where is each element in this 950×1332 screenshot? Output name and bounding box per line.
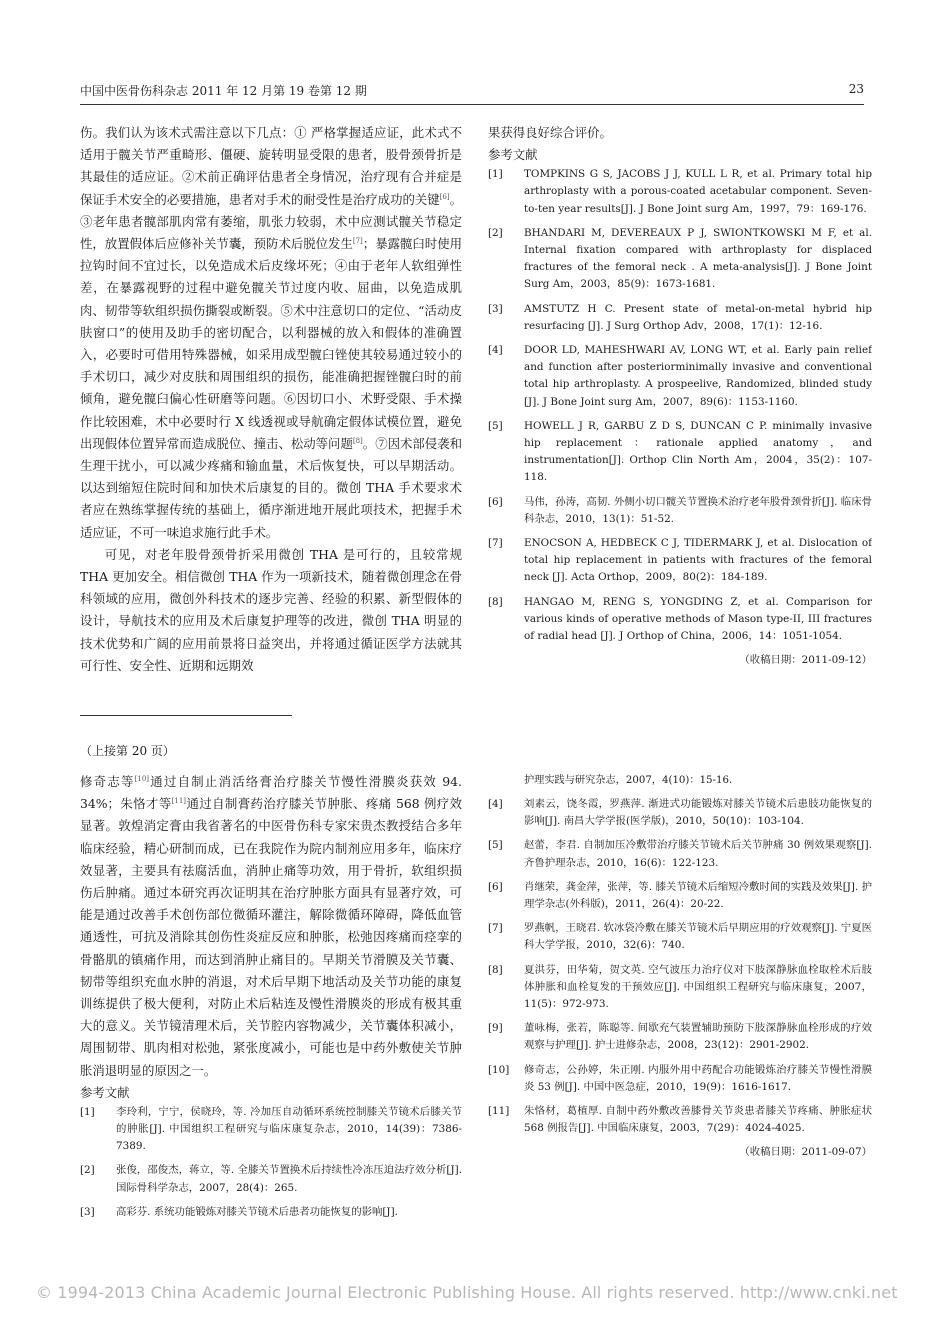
reference-text: 马伟，孙涛，高韧. 外侧小切口髋关节置换术治疗老年股骨颈骨折[J]. 临床骨科杂志，2010，13(1)：51-52.	[524, 495, 872, 525]
reference-number: [6]	[488, 495, 503, 508]
reference-text: 高彩芬. 系统功能锻炼对膝关节镜术后患者功能恢复的影响[J].	[116, 1205, 398, 1218]
reference-text: AMSTUTZ H C. Present state of metal-on-metal hybrid hip resurfacing [J]. J Surg Orthop Adv，2008，17(1)：12-16.	[524, 302, 872, 332]
reference-item	[80, 1162, 462, 1196]
reference-item	[488, 494, 872, 528]
received-date: （收稿日期：2011-09-07）	[739, 1146, 872, 1159]
body-paragraph: 可见，对老年股骨颈骨折采用微创 THA 是可行的，且较常规 THA 更加安全。相信微创 THA 作为一项新技术，随着微创理念在骨科领域的应用，微创外科技术的逐步完善、经验的积累、新型假体的设计，导航技术的应用及术后康复护理等的改进，微创 THA 明显的技术优势和广阔的应用前景将日益突出，并将通过循证医学方法就其可行性、安全性、近期和远期效	[80, 546, 462, 673]
reference-item	[488, 535, 872, 587]
citation-marker: [8]	[352, 436, 363, 445]
reference-text: DOOR LD, MAHESHWARI AV, LONG WT, et al. Early pain relief and function after posteriorminimally invasive and conventional total hip arthroplasty. A prospeelive, Randomized, blinded study [J]. J Bone Joint surg Am，2007，89(6)：1153-1160.	[524, 344, 872, 408]
reference-number: [8]	[488, 595, 503, 608]
references-heading: 参考文献	[488, 147, 538, 163]
reference-number: [3]	[488, 302, 503, 315]
reference-number: [10]	[488, 1063, 510, 1076]
reference-text: HOWELL J R, GARBU Z D S, DUNCAN C P. minimally invasive hip replacement：rationale applied anatomy，and instrumentation[J]. Orthop Clin North Am，2004，35(2)：107-118.	[524, 419, 872, 484]
reference-text: 刘素云，饶冬霞，罗燕萍. 渐进式功能锻炼对膝关节镜术后患肢功能恢复的影响[J]. 南昌大学学报(医学版)，2010，50(10)：103-104.	[524, 798, 872, 828]
reference-number: [1]	[80, 1105, 95, 1118]
copyright-footer: © 1994-2013 China Academic Journal Electronic Publishing House. All rights reserved. http://www.cnki.net	[36, 1283, 898, 1302]
reference-number: [6]	[488, 880, 503, 893]
received-date: （收稿日期：2011-09-12）	[739, 654, 872, 667]
reference-item	[488, 594, 872, 646]
top-left-column	[80, 122, 462, 712]
reference-number: [4]	[488, 344, 503, 357]
reference-text: 夏洪芬，田华菊，贺文英. 空气波压力治疗仪对下肢深静脉血栓取栓术后肢体肿胀和血栓复发的干预效应[J]. 中国组织工程研究与临床康复，2007，11(5)：972-973.	[524, 963, 872, 1011]
reference-text: 修奇志，公孙婷，朱正刚. 内服外用中药配合功能锻炼治疗膝关节慢性滑膜炎 53 例[J]. 中国中医急症，2010，19(9)：1616-1617.	[524, 1063, 872, 1093]
reference-item	[488, 1020, 872, 1054]
citation-marker: [11]	[171, 797, 187, 806]
reference-number: [1]	[488, 168, 503, 181]
reference-item	[488, 301, 872, 335]
section-divider	[80, 715, 292, 716]
page-number: 23	[848, 82, 864, 96]
reference-text: HANGAO M, RENG S, YONGDING Z, et al. Comparison for various kinds of operative methods of Mason type-II, III fractures of radial head [J]. J Orthop of China，2006，14：1051-1054.	[524, 595, 872, 643]
reference-number: [7]	[488, 537, 503, 550]
continued-from-note: （上接第 20 页）	[80, 744, 175, 758]
reference-item	[80, 1204, 462, 1221]
reference-list	[488, 796, 872, 1137]
reference-number: [2]	[80, 1164, 95, 1177]
reference-text: 赵蕾，李君. 自制加压冷敷带治疗膝关节镜术后关节肿痛 30 例效果观察[J]. 齐鲁护理杂志，2010，16(6)：122-123.	[524, 839, 872, 869]
reference-item	[488, 418, 872, 487]
reference-item	[488, 796, 872, 830]
citation-marker: [6]	[439, 192, 450, 201]
body-paragraph: 修奇志等[10]通过自制止消活络膏治疗膝关节慢性滑膜炎获效 94. 34%；朱恪才等[11]通过自制膏药治疗膝关节肿胀、疼痛 568 例疗效显著。敦煌消定膏由我省著名的中医骨伤科专家宋贵杰教授结合多年临床经验，精心研制而成，已在我院作为院内制剂应用多年，临床疗效显著，主要具有祛腐活血，消肿止痛等功效，用于骨折，软组织损伤后肿痛。通过本研究再次证明其在治疗肿胀方面具有显著疗效，可能是通过改善手术创伤部位微循环灌注，解除微循环障碍，降低血管通透性，可抗及消除其创伤性炎症反应和肿胀，松弛因疼痛而痉挛的骨骼肌的镇痛作用，而达到消肿止痛目的。早期关节滑膜及关节囊、韧带等组织充血水肿的消退，对术后早期下地活动及关节功能的康复训练提供了极大便利，对防止术后粘连及慢性滑膜炎的形成有极其重大的意义。关节镜清理术后，关节腔内容物减少，关节囊体积减小，周围韧带、肌肉相对松弛，紧张度减小，可能也是中药外敷使关节肿胀消退明显的原因之一。	[80, 774, 462, 1078]
reference-text: 朱恪材，葛植厚. 自制中药外敷改善膝骨关节炎患者膝关节疼痛、肿胀症状 568 例报告[J]. 中国临床康复，2003，7(29)：4024-4025.	[524, 1105, 872, 1135]
reference-number: [5]	[488, 839, 503, 852]
header-rule	[80, 104, 864, 105]
citation-marker: [10]	[134, 774, 150, 783]
reference-item	[488, 920, 872, 954]
reference-number: [5]	[488, 419, 503, 432]
reference-continuation: 护理实践与研究杂志，2007，4(10)：15-16.	[524, 775, 733, 786]
top-right-column	[488, 122, 872, 722]
reference-number: [11]	[488, 1105, 510, 1118]
reference-item	[488, 879, 872, 913]
reference-item	[488, 1062, 872, 1096]
reference-text: 罗燕帆，王晓君. 软冰袋冷敷在膝关节镜术后早期应用的疗效观察[J]. 宁夏医科大学学报，2010，32(6)：740.	[524, 922, 872, 952]
body-paragraph: 伤。我们认为该术式需注意以下几点：① 严格掌握适应证，此术式不适用于髋关节严重畸形、僵硬、旋转明显受限的患者，股骨颈骨折是其最佳的适应证。②术前正确评估患者全身情况，治疗现有合并症是保证手术安全的必要措施，患者对手术的耐受性是治疗成功的关键[6]。③老年患者髋部肌肉常有萎缩，肌张力较弱，术中应测试髋关节稳定性，放置假体后应修补关节囊，预防术后脱位发生[7]；暴露髋臼时使用拉钩时间不宜过长，以免造成术后皮缘坏死；④由于老年人软组弹性差，在暴露视野的过程中避免髋关节过度内收、屈曲，以免造成肌肉、韧带等软组织损伤撕裂或断裂。⑤术中注意切口的定位、“活动皮肤窗口”的使用及助手的密切配合，以利器械的放入和假体的准确置入，必要时可借用特殊器械，如采用成型髋臼锉使其较易通过较小的手术切口，减少对皮肤和周围组织的损伤，能准确把握锉髋臼时的前倾角，避免髋臼偏心性研磨等问题。⑥因切口小、术野受限、手术操作比较困难，术中必要时行 X 线透视或导航确定假体试模位置，避免出现假体位置异常而造成脱位、撞击、松动等问题[8]。⑦因术部侵袭和生理干扰小，可以减少疼痛和输血量，术后恢复快，可以早期活动。以达到缩短住院时间和加快术后康复的目的。微创 THA 手术要求术者应在熟练掌握传统的基础上，循序渐进地开展此项技术，把握手术适应证，不可一味追求施行此手术。	[80, 125, 462, 540]
paragraph-continuation: 果获得良好综合评价。	[488, 125, 612, 140]
reference-text: 张俊，邵俊杰，蒋立，等. 全膝关节置换术后持续性冷冻压迫法疗效分析[J]. 国际骨科学杂志，2007，28(4)：265.	[116, 1164, 462, 1194]
reference-text: BHANDARI M, DEVEREAUX P J, SWIONTKOWSKI M F, et al. Internal fixation compared with arthroplasty for displaced fractures of the femoral neck . A meta-analysis[J]. J Bone Joint Surg Am，2003，85(9)：1673-1681.	[524, 226, 872, 291]
reference-item	[488, 225, 872, 294]
running-header	[80, 82, 864, 102]
reference-text: 肖继荣，龚金萍，张萍，等. 膝关节镜术后缩短冷敷时间的实践及效果[J]. 护理学杂志(外科版)，2011，26(4)：20-22.	[524, 880, 872, 911]
reference-item	[488, 166, 872, 218]
reference-number: [9]	[488, 1022, 503, 1035]
journal-title: 中国中医骨伤科杂志 2011 年 12 月第 19 卷第 12 期	[80, 84, 367, 98]
reference-text: TOMPKINS G S, JACOBS J J, KULL L R, et al. Primary total hip arthroplasty with a porous-coated acetabular component. Seven-to-ten year results[J]. J Bone Joint surg Am，1997，79：169-176.	[524, 168, 872, 215]
citation-marker: [7]	[352, 236, 363, 245]
reference-number: [2]	[488, 226, 503, 239]
bottom-right-column	[488, 772, 872, 1252]
reference-number: [3]	[80, 1205, 95, 1218]
reference-text: 李玲利，宁宁，侯晓玲，等. 冷加压自动循环系统控制膝关节镜术后膝关节的肿胀[J]. 中国组织工程研究与临床康复杂志，2010，14(39)：7386-7389.	[116, 1105, 462, 1153]
reference-number: [4]	[488, 798, 503, 810]
reference-item	[488, 962, 872, 1014]
reference-item	[488, 1103, 872, 1137]
reference-list	[488, 166, 872, 645]
reference-text: ENOCSON A, HEDBECK C J, TIDERMARK J, et al. Dislocation of total hip replacement in patients with fractures of the femoral neck [J]. Acta Orthop，2009，80(2)：184-189.	[524, 537, 872, 584]
references-heading: 参考文献	[80, 1084, 130, 1100]
bottom-left-column	[80, 771, 462, 1241]
reference-item	[80, 1104, 462, 1156]
reference-number: [8]	[488, 963, 503, 976]
reference-item	[488, 837, 872, 871]
reference-list	[80, 1104, 462, 1221]
reference-text: 董咏梅，张若，陈聪等. 间歇充气装置辅助预防下肢深静脉血栓形成的疗效观察与护理[J]. 护士进修杂志，2008，23(12)：2901-2902.	[524, 1022, 872, 1052]
reference-number: [7]	[488, 922, 503, 935]
reference-item	[488, 342, 872, 411]
